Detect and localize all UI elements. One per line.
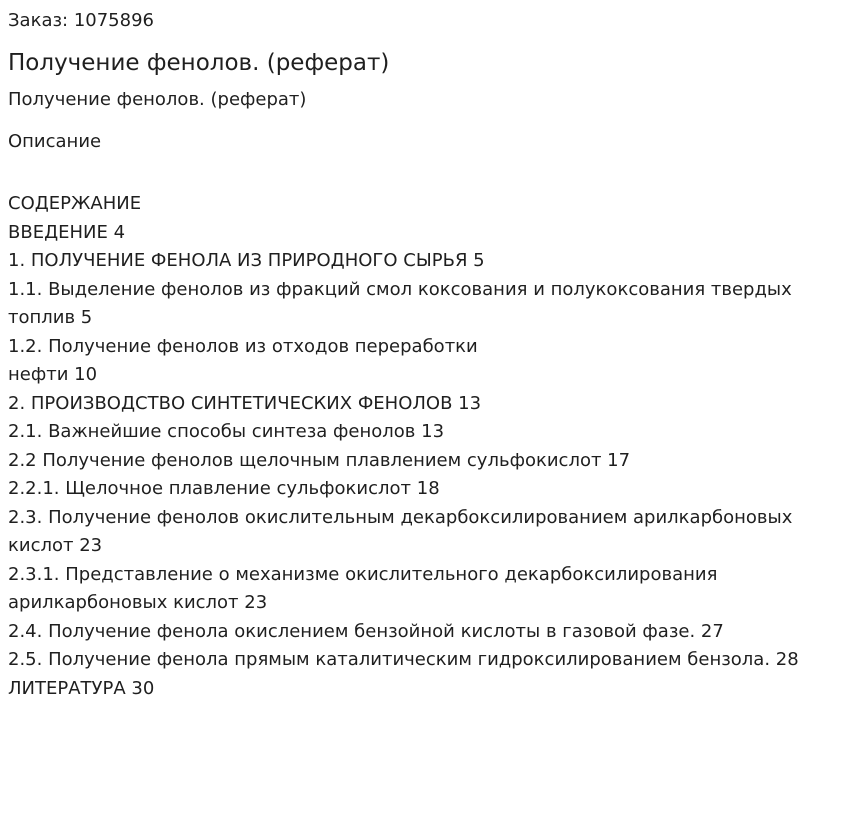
toc-line: 2.4. Получение фенола окислением бензойной кислоты в газовой фазе. 27 [8,620,724,642]
toc-line: 2.3.1. Представление о механизме окислительного декарбоксилирования арилкарбоновых кислот 23 [8,563,718,613]
toc-line: 1. ПОЛУЧЕНИЕ ФЕНОЛА ИЗ ПРИРОДНОГО СЫРЬЯ 5 [8,250,485,271]
toc-line: ЛИТЕРАТУРА 30 [8,677,155,699]
toc-line: СОДЕРЖАНИЕ [8,193,142,214]
toc-line: 2.2.1. Щелочное плавление сульфокислот 18 [8,478,440,499]
toc-line: 2.1. Важнейшие способы синтеза фенолов 13 [8,421,445,442]
page-subtitle: Получение фенолов. (реферат) [8,89,307,110]
toc-line: 2.2 Получение фенолов щелочным плавлением сульфокислот 17 [8,449,631,471]
order-number: Заказ: 1075896 [8,10,154,31]
toc-line: 2. ПРОИЗВОДСТВО СИНТЕТИЧЕСКИХ ФЕНОЛОВ 13 [8,392,482,414]
toc-line: 1.2. Получение фенолов из отходов переработки [8,335,478,357]
toc-line: ВВЕДЕНИЕ 4 [8,221,126,243]
toc-line: нефти 10 [8,364,98,385]
toc-line: 1.1. Выделение фенолов из фракций смол коксования и полукоксования твердых топлив 5 [8,278,792,328]
toc-line: 2.5. Получение фенола прямым каталитическим гидроксилированием бензола. 28 [8,649,799,670]
description-label: Описание [8,131,102,152]
toc-line: 2.3. Получение фенолов окислительным декарбоксилированием арилкарбоновых кислот 23 [8,506,793,556]
table-of-contents [8,190,840,703]
page-title: Получение фенолов. (реферат) [8,50,390,76]
